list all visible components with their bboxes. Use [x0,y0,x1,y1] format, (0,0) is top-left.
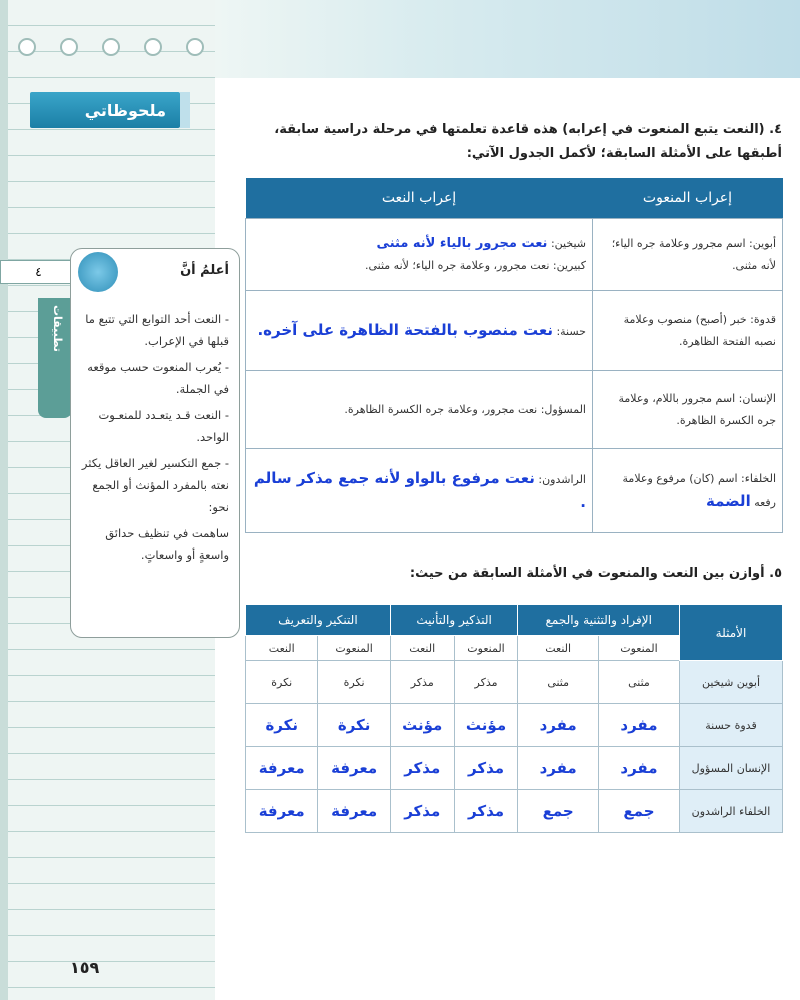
chapter-number: ٤ [0,260,77,284]
handwritten-answer: الضمة [706,491,751,510]
irab-header-naat: إعراب النعت [246,178,593,219]
irab-mn-cell: أبوين: اسم مجرور وعلامة جره الياء؛ لأنه مثنى. [593,219,783,291]
compare-cell: مذكر [454,747,518,790]
compare-cell: نكرة [246,704,318,747]
handwritten-answer: نعت منصوب بالفتحة الظاهرة على آخره. [257,320,553,339]
example-label: قدوة حسنة [680,704,783,747]
comparison-table [245,604,783,833]
group-header: التذكير والتأنيث [390,605,518,636]
compare-cell: مذكر [390,790,454,833]
binder-hole [18,38,36,56]
know-line: - جمع التكسير لغير العاقل يكثر نعته بالمفرد المؤنث أو الجمع نحو: [81,456,229,514]
irab-header-mn: إعراب المنعوت [593,178,783,219]
know-line: - يُعرب المنعوت حسب موقعه في الجملة. [87,360,229,396]
irab-naat-cell [246,449,593,533]
compare-cell: نكرة [318,661,390,704]
naat-extra: كبيرين: نعت مجرور، وعلامة جره الياء؛ لأنه مثنى. [364,258,586,272]
compare-cell: مثنى [518,661,598,704]
know-line: - النعت أحد التوابع التي تتبع ما قبلها في الإعراب. [85,312,229,348]
know-lines [81,308,229,566]
compare-cell: مذكر [454,661,518,704]
naat-prefix: حسنة: [552,324,586,338]
binder-hole [60,38,78,56]
compare-cell: جمع [518,790,598,833]
compare-cell: مذكر [390,747,454,790]
compare-cell: مؤنث [390,704,454,747]
binder-hole [144,38,162,56]
compare-cell: مؤنث [454,704,518,747]
handwritten-answer: نعت مجرور بالياء لأنه مثنى [376,235,548,251]
naat-prefix: المسؤول: [537,402,586,416]
know-line: ساهمت في تنظيف حدائق واسعةٍ أو واسعاتٍ. [105,526,229,562]
compare-cell: مثنى [598,661,679,704]
sub-header: النعت [518,636,598,661]
compare-cell: نكرة [318,704,390,747]
binder-hole [186,38,204,56]
sub-header: المنعوت [598,636,679,661]
question-4: ٤. (النعت يتبع المنعوت في إعرابه) هذه قاعدة تعلمتها في مرحلة دراسية سابقة، أطبقها على الأمثلة السابقة؛ لأكمل الجدول الآتي: [274,122,782,161]
example-label: الإنسان المسؤول [680,747,783,790]
compare-cell: مفرد [518,747,598,790]
irab-naat-cell [246,371,593,449]
unit-strip-label: تطبيقات [51,305,64,352]
question-5: ٥. أوازن بين النعت والمنعوت في الأمثلة السابقة من حيث: [409,566,782,581]
notebook-spine [0,0,8,1000]
notes-title-shadow [180,92,190,128]
know-title: أعلمُ أنَّ [180,263,229,278]
mn-prefix: الخلفاء: اسم (كان) مرفوع وعلامة رفعه [622,471,776,509]
handwritten-answer: نعت مرفوع بالواو لأنه جمع مذكر سالم . [253,468,586,511]
compare-cell: معرفة [246,790,318,833]
irab-naat-cell [246,219,593,291]
sub-header: المنعوت [318,636,390,661]
irab-table [245,178,783,533]
compare-cell: معرفة [318,790,390,833]
compare-cell: مذكر [390,661,454,704]
example-label: الخلفاء الراشدون [680,790,783,833]
example-label: أبوين شيخين [680,661,783,704]
compare-cell: مفرد [598,704,679,747]
irab-naat-cell [246,291,593,371]
sub-header: النعت [390,636,454,661]
irab-mn-cell [593,449,783,533]
compare-cell: جمع [598,790,679,833]
page-number: ١٥٩ [70,958,100,977]
irab-mn-cell: قدوة: خبر (أصبح) منصوب وعلامة نصبه الفتحة الظاهرة. [593,291,783,371]
know-line: - النعت قـد يتعـدد للمنعـوت الواحد. [98,408,229,444]
binder-hole [102,38,120,56]
naat-extra: نعت مجرور، وعلامة جره الكسرة الظاهرة. [344,402,538,416]
compare-cell: نكرة [246,661,318,704]
irab-mn-cell: الإنسان: اسم مجرور باللام، وعلامة جره الكسرة الظاهرة. [593,371,783,449]
brain-head-icon [78,252,118,292]
compare-cell: مفرد [518,704,598,747]
binder-holes [18,38,246,56]
compare-cell: مذكر [454,790,518,833]
sub-header: النعت [246,636,318,661]
naat-prefix: الراشدون: [534,472,586,486]
compare-cell: معرفة [318,747,390,790]
compare-cell: مفرد [598,747,679,790]
group-header: التنكير والتعريف [246,605,391,636]
examples-header: الأمثلة [680,605,783,661]
header-band [215,0,800,78]
notes-title: ملحوظاتي [30,92,180,128]
compare-cell: معرفة [246,747,318,790]
naat-prefix: شيخين: [547,236,586,250]
sub-header: المنعوت [454,636,518,661]
know-box [70,248,240,638]
group-header: الإفراد والتثنية والجمع [518,605,680,636]
